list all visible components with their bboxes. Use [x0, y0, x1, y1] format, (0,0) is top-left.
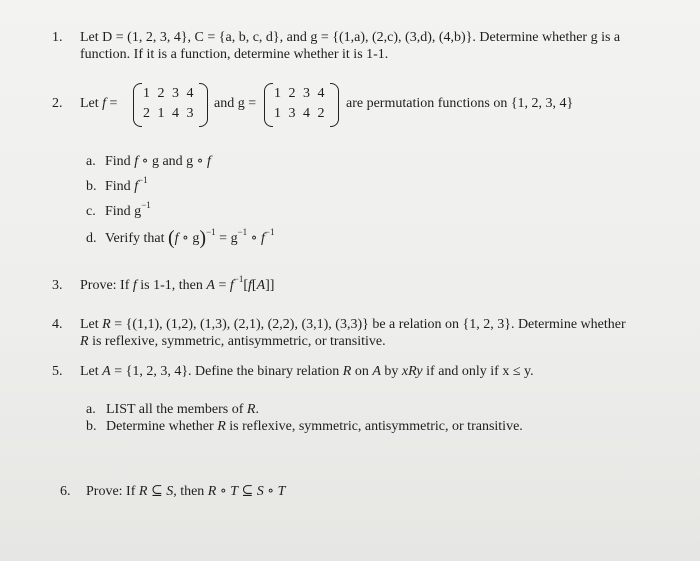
q3-text: Prove: If f is 1-1, then $A = f^{-1}[f[A]]$ — [80, 274, 275, 293]
right-paren — [330, 83, 339, 127]
q1-text-line2: function. If it is a function, determine whether it is 1-1. — [80, 47, 389, 62]
q2-let: Let f = — [80, 96, 118, 111]
f-matrix-top-row: 1 2 3 4 — [143, 86, 196, 101]
q5a-text: LIST all the members of R. — [106, 402, 259, 417]
q2c-text: Find $g^{-1}$ — [105, 200, 151, 219]
q5b-text: Determine whether R is reflexive, symmetric, antisymmetric, or transitive. — [106, 419, 523, 434]
q1-number: 1. — [52, 30, 63, 45]
q2d-label: d. — [86, 231, 97, 246]
g-matrix-top-row: 1 2 3 4 — [274, 86, 327, 101]
q2c-label: c. — [86, 204, 96, 219]
q5-number: 5. — [52, 364, 63, 379]
q5b-label: b. — [86, 419, 97, 434]
g-matrix — [264, 83, 339, 125]
q1-text-line1: Let D = (1, 2, 3, 4}, C = {a, b, c, d}, and g = {(1,a), (2,c), (3,d), (4,b)}. Determine whether g is a — [80, 30, 621, 45]
q4-text-line2: R is reflexive, symmetric, antisymmetric, or transitive. — [80, 334, 386, 349]
left-paren — [264, 83, 273, 127]
q4-text-line1: Let R = {(1,1), (1,2), (1,3), (2,1), (2,2), (3,1), (3,3)} be a relation on {1, 2, 3}. Determine whether — [80, 317, 626, 332]
q2b-text: Find $f^{-1}$ — [105, 175, 148, 194]
f-matrix-bottom-row: 2 1 4 3 — [143, 106, 196, 121]
q2-tail: are permutation functions on {1, 2, 3, 4} — [346, 96, 574, 111]
q6-text: Prove: If R ⊆ S, then R ∘ T ⊆ S ∘ T — [86, 484, 286, 499]
q3-number: 3. — [52, 278, 63, 293]
g-matrix-bottom-row: 1 3 4 2 — [274, 106, 327, 121]
q4-number: 4. — [52, 317, 63, 332]
q5a-label: a. — [86, 402, 96, 417]
q6-number: 6. — [60, 484, 71, 499]
q2a-text: Find f ∘ g and g ∘ f — [105, 154, 211, 169]
q2b-label: b. — [86, 179, 97, 194]
q5-text: Let A = {1, 2, 3, 4}. Define the binary relation R on A by xRy if and only if x ≤ y. — [80, 364, 534, 379]
q2-number: 2. — [52, 96, 63, 111]
q2a-label: a. — [86, 154, 96, 169]
q2-and-g: and g = — [214, 96, 257, 111]
left-paren — [133, 83, 142, 127]
q2d-text: Verify that (f ∘ $g)^{-1} = g^{-1}$ ∘ $f^{-1}$ — [105, 227, 275, 249]
f-matrix — [133, 83, 208, 125]
right-paren — [199, 83, 208, 127]
